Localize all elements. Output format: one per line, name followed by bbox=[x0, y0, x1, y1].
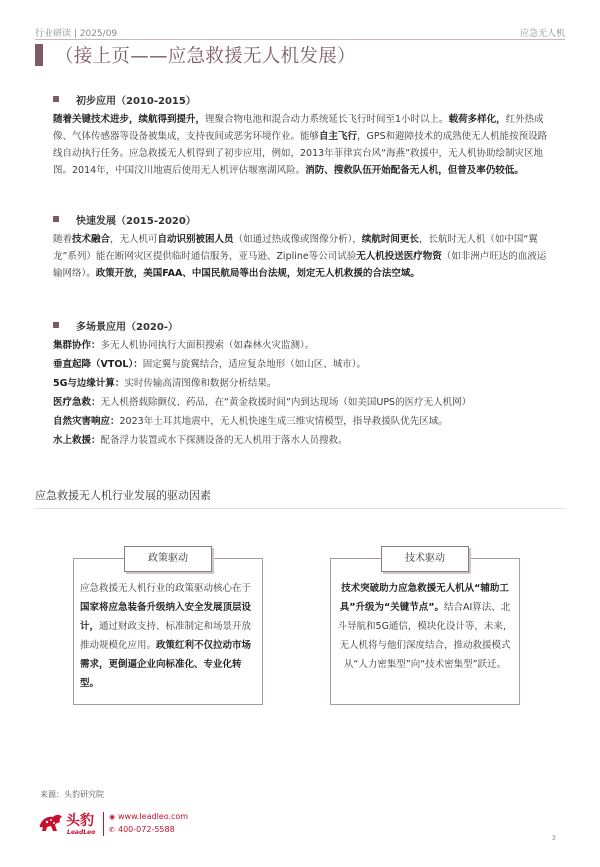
logo-english-text: LeadLeo bbox=[67, 829, 96, 836]
phone-number: 400-072-5588 bbox=[118, 825, 175, 834]
emphasis-text: 无人机投送医疗物资 bbox=[356, 251, 442, 262]
logo-divider bbox=[103, 812, 104, 836]
website-link[interactable]: www.leadleo.com bbox=[118, 812, 189, 821]
body-text: 锂聚合物电池和混合动力系统延长飞行时间至1小时以上。 bbox=[205, 114, 449, 125]
list-item bbox=[53, 431, 550, 450]
report-topic: 应急无人机 bbox=[519, 29, 565, 39]
section-heading-text: 多场景应用（2020-） bbox=[76, 321, 178, 333]
emphasis-text: 技术融合 bbox=[72, 234, 111, 245]
website-contact[interactable] bbox=[109, 812, 188, 821]
body-text: 通过财政支持、标准制定和场景开放推动规模化应用。 bbox=[80, 621, 252, 651]
policy-driver-label: 政策驱动 bbox=[124, 546, 212, 572]
phone-contact bbox=[109, 825, 175, 834]
list-item-text: 实时传输高清图像和数据分析结果。 bbox=[124, 378, 277, 389]
tech-driver-box bbox=[330, 553, 520, 705]
page-number: 3 bbox=[551, 834, 556, 842]
list-item-text: 多无人机协同执行大面积搜索（如森林火灾监测）。 bbox=[100, 340, 315, 351]
page-title: （接上页——应急救援无人机发展） bbox=[55, 46, 356, 67]
section-paragraph bbox=[53, 231, 550, 282]
section-paragraph bbox=[53, 111, 550, 179]
emphasis-text: 消防、搜救队伍开始配备无人机，但普及率仍较低。 bbox=[305, 165, 524, 176]
list-item bbox=[53, 393, 550, 412]
section-heading bbox=[53, 318, 550, 332]
header-divider bbox=[35, 39, 565, 40]
emphasis-text: 随着关键技术进步，续航得到提升， bbox=[53, 114, 206, 125]
globe-icon: ◉ bbox=[109, 813, 116, 821]
body-text: 结合AI算法、北斗导航和5G通信，模块化设计等，未来，无人机将与他们深度结合，推动救援模式从“人力密集型”向“技术密集型”跃迁。 bbox=[337, 602, 513, 670]
tech-driver-text bbox=[337, 579, 513, 674]
emphasis-text: 载荷多样化， bbox=[448, 114, 506, 125]
policy-driver-text bbox=[80, 579, 256, 693]
leopard-logo-icon bbox=[38, 811, 64, 833]
list-item-text: 配备浮力装置或水下探测设备的无人机用于落水人员搜救。 bbox=[100, 435, 348, 446]
body-text: ，GPS和避障技术的成熟使无人机能按预设路线自动执行任务。应急救援无人机得到了初步应用，例如，2013年菲律宾台风“海燕”救援中，无人机协助绘制灾区地图。2014年，中国汶川地震后使用无人机评估堰塞湖风险。 bbox=[53, 131, 548, 176]
section-multi-scenario bbox=[53, 318, 550, 450]
list-item-label: 医疗急救： bbox=[53, 397, 101, 408]
body-text: ，无人机可 bbox=[110, 234, 158, 245]
emphasis-text: 技术突破助力应急救援无人机从“辅助工具”升级为“关键节点”。 bbox=[339, 583, 509, 613]
section-heading bbox=[53, 212, 550, 226]
emphasis-text: 自动识别被困人员 bbox=[157, 234, 234, 245]
list-item-label: 水上救援： bbox=[53, 435, 101, 446]
logo-chinese-text: 头豹 bbox=[66, 813, 94, 829]
list-item-label: 自然灾害响应： bbox=[53, 416, 120, 427]
list-item bbox=[53, 374, 550, 393]
section-initial-application bbox=[53, 92, 550, 179]
section-heading-text: 初步应用（2010-2015） bbox=[76, 95, 196, 107]
phone-icon: ✆ bbox=[109, 826, 115, 834]
body-text: 应急救援无人机行业的政策驱动核心在于 bbox=[80, 583, 252, 594]
title-accent-bar bbox=[35, 44, 43, 66]
source-note: 来源：头豹研究院 bbox=[40, 790, 104, 799]
square-bullet-icon bbox=[53, 322, 59, 328]
list-item-text: 2023年土耳其地震中，无人机快速生成三维灾情模型，指导救援队优先区域。 bbox=[119, 416, 448, 427]
scenario-list bbox=[53, 336, 550, 450]
body-text: （如非洲卢旺达的血液运输网络）。 bbox=[53, 251, 547, 279]
list-item-label: 集群协作： bbox=[53, 340, 101, 351]
report-category: 行业研读 | 2025/09 bbox=[35, 29, 118, 39]
body-text: （如通过热成像或图像分析）， bbox=[233, 234, 362, 245]
list-item bbox=[53, 336, 550, 355]
list-item-text: 无人机搭载除颤仪、药品，在“黄金救援时间”内到达现场（如美国UPS的医疗无人机网） bbox=[100, 397, 472, 408]
emphasis-text: 国家将应急装备升级纳入安全发展顶层设计， bbox=[80, 602, 252, 632]
list-item-text: 固定翼与旋翼结合，适应复杂地形（如山区、城市）。 bbox=[142, 359, 366, 370]
list-item-label: 5G与边缘计算： bbox=[53, 378, 125, 389]
list-item bbox=[53, 355, 550, 374]
emphasis-text: 政策红利不仅拉动市场需求，更倒逼企业向标准化、专业化转型。 bbox=[80, 640, 252, 689]
section-heading bbox=[53, 92, 550, 106]
body-text: 红外热成像、气体传感器等设备被集成，支持夜间或恶劣环境作业。能够 bbox=[53, 114, 544, 142]
square-bullet-icon bbox=[53, 216, 59, 222]
drivers-divider bbox=[35, 508, 565, 509]
section-rapid-development bbox=[53, 212, 550, 282]
square-bullet-icon bbox=[53, 96, 59, 102]
body-text: 随着 bbox=[53, 234, 73, 245]
emphasis-text: 自主飞行 bbox=[319, 131, 358, 142]
list-item-label: 垂直起降（VTOL）： bbox=[53, 359, 143, 370]
list-item bbox=[53, 412, 550, 431]
section-heading-text: 快速发展（2015-2020） bbox=[76, 215, 196, 227]
drivers-heading: 应急救援无人机行业发展的驱动因素 bbox=[35, 489, 211, 502]
policy-driver-box bbox=[73, 553, 263, 705]
body-text: ，长航时无人机（如中国“翼龙”系列）能在断网灾区提供临时通信服务，亚马逊、Zipline等公司试验 bbox=[53, 234, 538, 262]
tech-driver-label: 技术驱动 bbox=[381, 546, 469, 572]
emphasis-text: 政策开放，美国FAA、中国民航局等出台法规，划定无人机救援的合法空域。 bbox=[95, 268, 420, 279]
emphasis-text: 续航时间更长 bbox=[361, 234, 419, 245]
